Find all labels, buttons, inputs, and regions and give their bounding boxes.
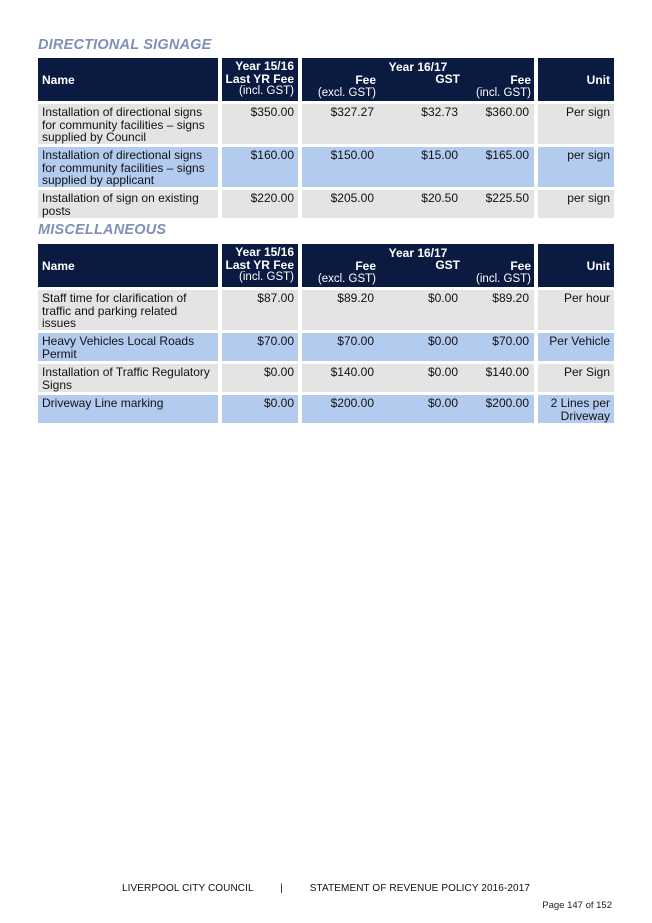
row-name: Installation of directional signs for community facilities – signs supplied by Council bbox=[38, 104, 218, 144]
fee-incl-sub: (incl. GST) bbox=[476, 86, 531, 99]
fee-excl-label: Fee bbox=[355, 259, 376, 273]
row-last-yr-fee: $70.00 bbox=[222, 333, 298, 361]
row-unit: Per hour bbox=[538, 290, 614, 330]
row-gst: $0.00 bbox=[427, 365, 458, 379]
row-gst: $32.73 bbox=[421, 105, 458, 119]
fee-incl-sub: (incl. GST) bbox=[476, 272, 531, 285]
row-fee-incl: $70.00 bbox=[492, 334, 529, 348]
gst-header bbox=[435, 259, 460, 272]
fee-incl-header bbox=[476, 74, 531, 99]
table-row bbox=[38, 333, 614, 361]
gst-label: GST bbox=[435, 257, 460, 272]
row-fee-excl: $205.00 bbox=[330, 191, 374, 205]
row-gst: $20.50 bbox=[421, 191, 458, 205]
row-unit: Per Sign bbox=[538, 364, 614, 392]
row-fee-incl: $200.00 bbox=[485, 396, 529, 410]
last-yr-fee-column-header bbox=[222, 58, 298, 101]
year-16-17-group-header bbox=[302, 58, 534, 101]
row-fee-group bbox=[302, 190, 534, 218]
row-fee-group bbox=[302, 147, 534, 187]
year-16-17-group-header bbox=[302, 244, 534, 287]
miscellaneous-table bbox=[38, 244, 614, 423]
row-gst: $15.00 bbox=[421, 148, 458, 162]
page-footer bbox=[0, 883, 652, 894]
row-gst: $0.00 bbox=[427, 291, 458, 305]
row-name: Installation of directional signs for community facilities – signs supplied by applicant bbox=[38, 147, 218, 187]
footer-separator: | bbox=[280, 883, 283, 894]
row-name: Installation of sign on existing posts bbox=[38, 190, 218, 218]
fee-excl-sub: (excl. GST) bbox=[317, 272, 376, 285]
footer-council: LIVERPOOL CITY COUNCIL bbox=[121, 883, 254, 894]
fee-excl-header bbox=[318, 74, 376, 99]
gst-header bbox=[435, 73, 460, 86]
row-fee-incl: $89.20 bbox=[492, 291, 529, 305]
fee-excl-label: Fee bbox=[355, 73, 376, 87]
row-fee-group bbox=[302, 290, 534, 330]
row-unit: 2 Lines per Driveway bbox=[538, 395, 614, 423]
row-fee-group bbox=[302, 364, 534, 392]
row-fee-group bbox=[302, 395, 534, 423]
row-fee-excl: $89.20 bbox=[337, 291, 374, 305]
row-gst: $0.00 bbox=[427, 334, 458, 348]
fee-incl-header bbox=[476, 260, 531, 285]
gst-label: GST bbox=[435, 71, 460, 86]
unit-column-header: Unit bbox=[538, 58, 614, 101]
section-title-miscellaneous: MISCELLANEOUS bbox=[38, 222, 167, 238]
row-fee-group bbox=[302, 333, 534, 361]
footer-document-title: STATEMENT OF REVENUE POLICY 2016-2017 bbox=[309, 883, 531, 894]
page-number: Page 147 of 152 bbox=[542, 900, 612, 911]
row-gst: $0.00 bbox=[427, 396, 458, 410]
table-header bbox=[38, 58, 614, 101]
name-column-header: Name bbox=[38, 244, 218, 287]
row-name: Driveway Line marking bbox=[38, 395, 218, 423]
fee-incl-label: Fee bbox=[510, 73, 531, 87]
unit-column-header: Unit bbox=[538, 244, 614, 287]
table-row bbox=[38, 190, 614, 218]
row-fee-excl: $140.00 bbox=[330, 365, 374, 379]
row-last-yr-fee: $220.00 bbox=[222, 190, 298, 218]
row-unit: per sign bbox=[538, 190, 614, 218]
last-yr-year-label: Year 15/16 bbox=[235, 245, 294, 259]
row-last-yr-fee: $160.00 bbox=[222, 147, 298, 187]
row-fee-group bbox=[302, 104, 534, 144]
table-header bbox=[38, 244, 614, 287]
fee-incl-label: Fee bbox=[510, 259, 531, 273]
row-fee-incl: $225.50 bbox=[485, 191, 529, 205]
name-column-header: Name bbox=[38, 58, 218, 101]
group-year-label: Year 16/17 bbox=[388, 60, 448, 74]
row-fee-excl: $150.00 bbox=[330, 148, 374, 162]
table-row bbox=[38, 395, 614, 423]
row-last-yr-fee: $350.00 bbox=[222, 104, 298, 144]
fee-excl-header bbox=[318, 260, 376, 285]
row-fee-incl: $140.00 bbox=[485, 365, 529, 379]
row-fee-incl: $360.00 bbox=[485, 105, 529, 119]
row-last-yr-fee: $0.00 bbox=[222, 395, 298, 423]
section-title-directional-signage: DIRECTIONAL SIGNAGE bbox=[38, 37, 212, 53]
row-fee-incl: $165.00 bbox=[485, 148, 529, 162]
last-yr-fee-sub: (incl. GST) bbox=[239, 85, 294, 97]
group-year-label: Year 16/17 bbox=[388, 246, 448, 260]
fee-excl-sub: (excl. GST) bbox=[317, 86, 376, 99]
table-row bbox=[38, 104, 614, 144]
row-unit: per sign bbox=[538, 147, 614, 187]
table-row bbox=[38, 290, 614, 330]
row-fee-excl: $200.00 bbox=[330, 396, 374, 410]
directional-signage-table bbox=[38, 58, 614, 218]
last-yr-fee-label: Last YR Fee bbox=[225, 71, 294, 86]
row-last-yr-fee: $87.00 bbox=[222, 290, 298, 330]
row-last-yr-fee: $0.00 bbox=[222, 364, 298, 392]
last-yr-fee-column-header bbox=[222, 244, 298, 287]
row-name: Installation of Traffic Regulatory Signs bbox=[38, 364, 218, 392]
row-name: Heavy Vehicles Local Roads Permit bbox=[38, 333, 218, 361]
last-yr-year-label: Year 15/16 bbox=[235, 59, 294, 73]
last-yr-fee-sub: (incl. GST) bbox=[239, 271, 294, 283]
table-row bbox=[38, 364, 614, 392]
last-yr-fee-label: Last YR Fee bbox=[225, 257, 294, 272]
row-fee-excl: $327.27 bbox=[330, 105, 374, 119]
row-unit: Per Vehicle bbox=[538, 333, 614, 361]
table-row bbox=[38, 147, 614, 187]
row-fee-excl: $70.00 bbox=[337, 334, 374, 348]
row-name: Staff time for clarification of traffic and parking related issues bbox=[38, 290, 218, 330]
row-unit: Per sign bbox=[538, 104, 614, 144]
